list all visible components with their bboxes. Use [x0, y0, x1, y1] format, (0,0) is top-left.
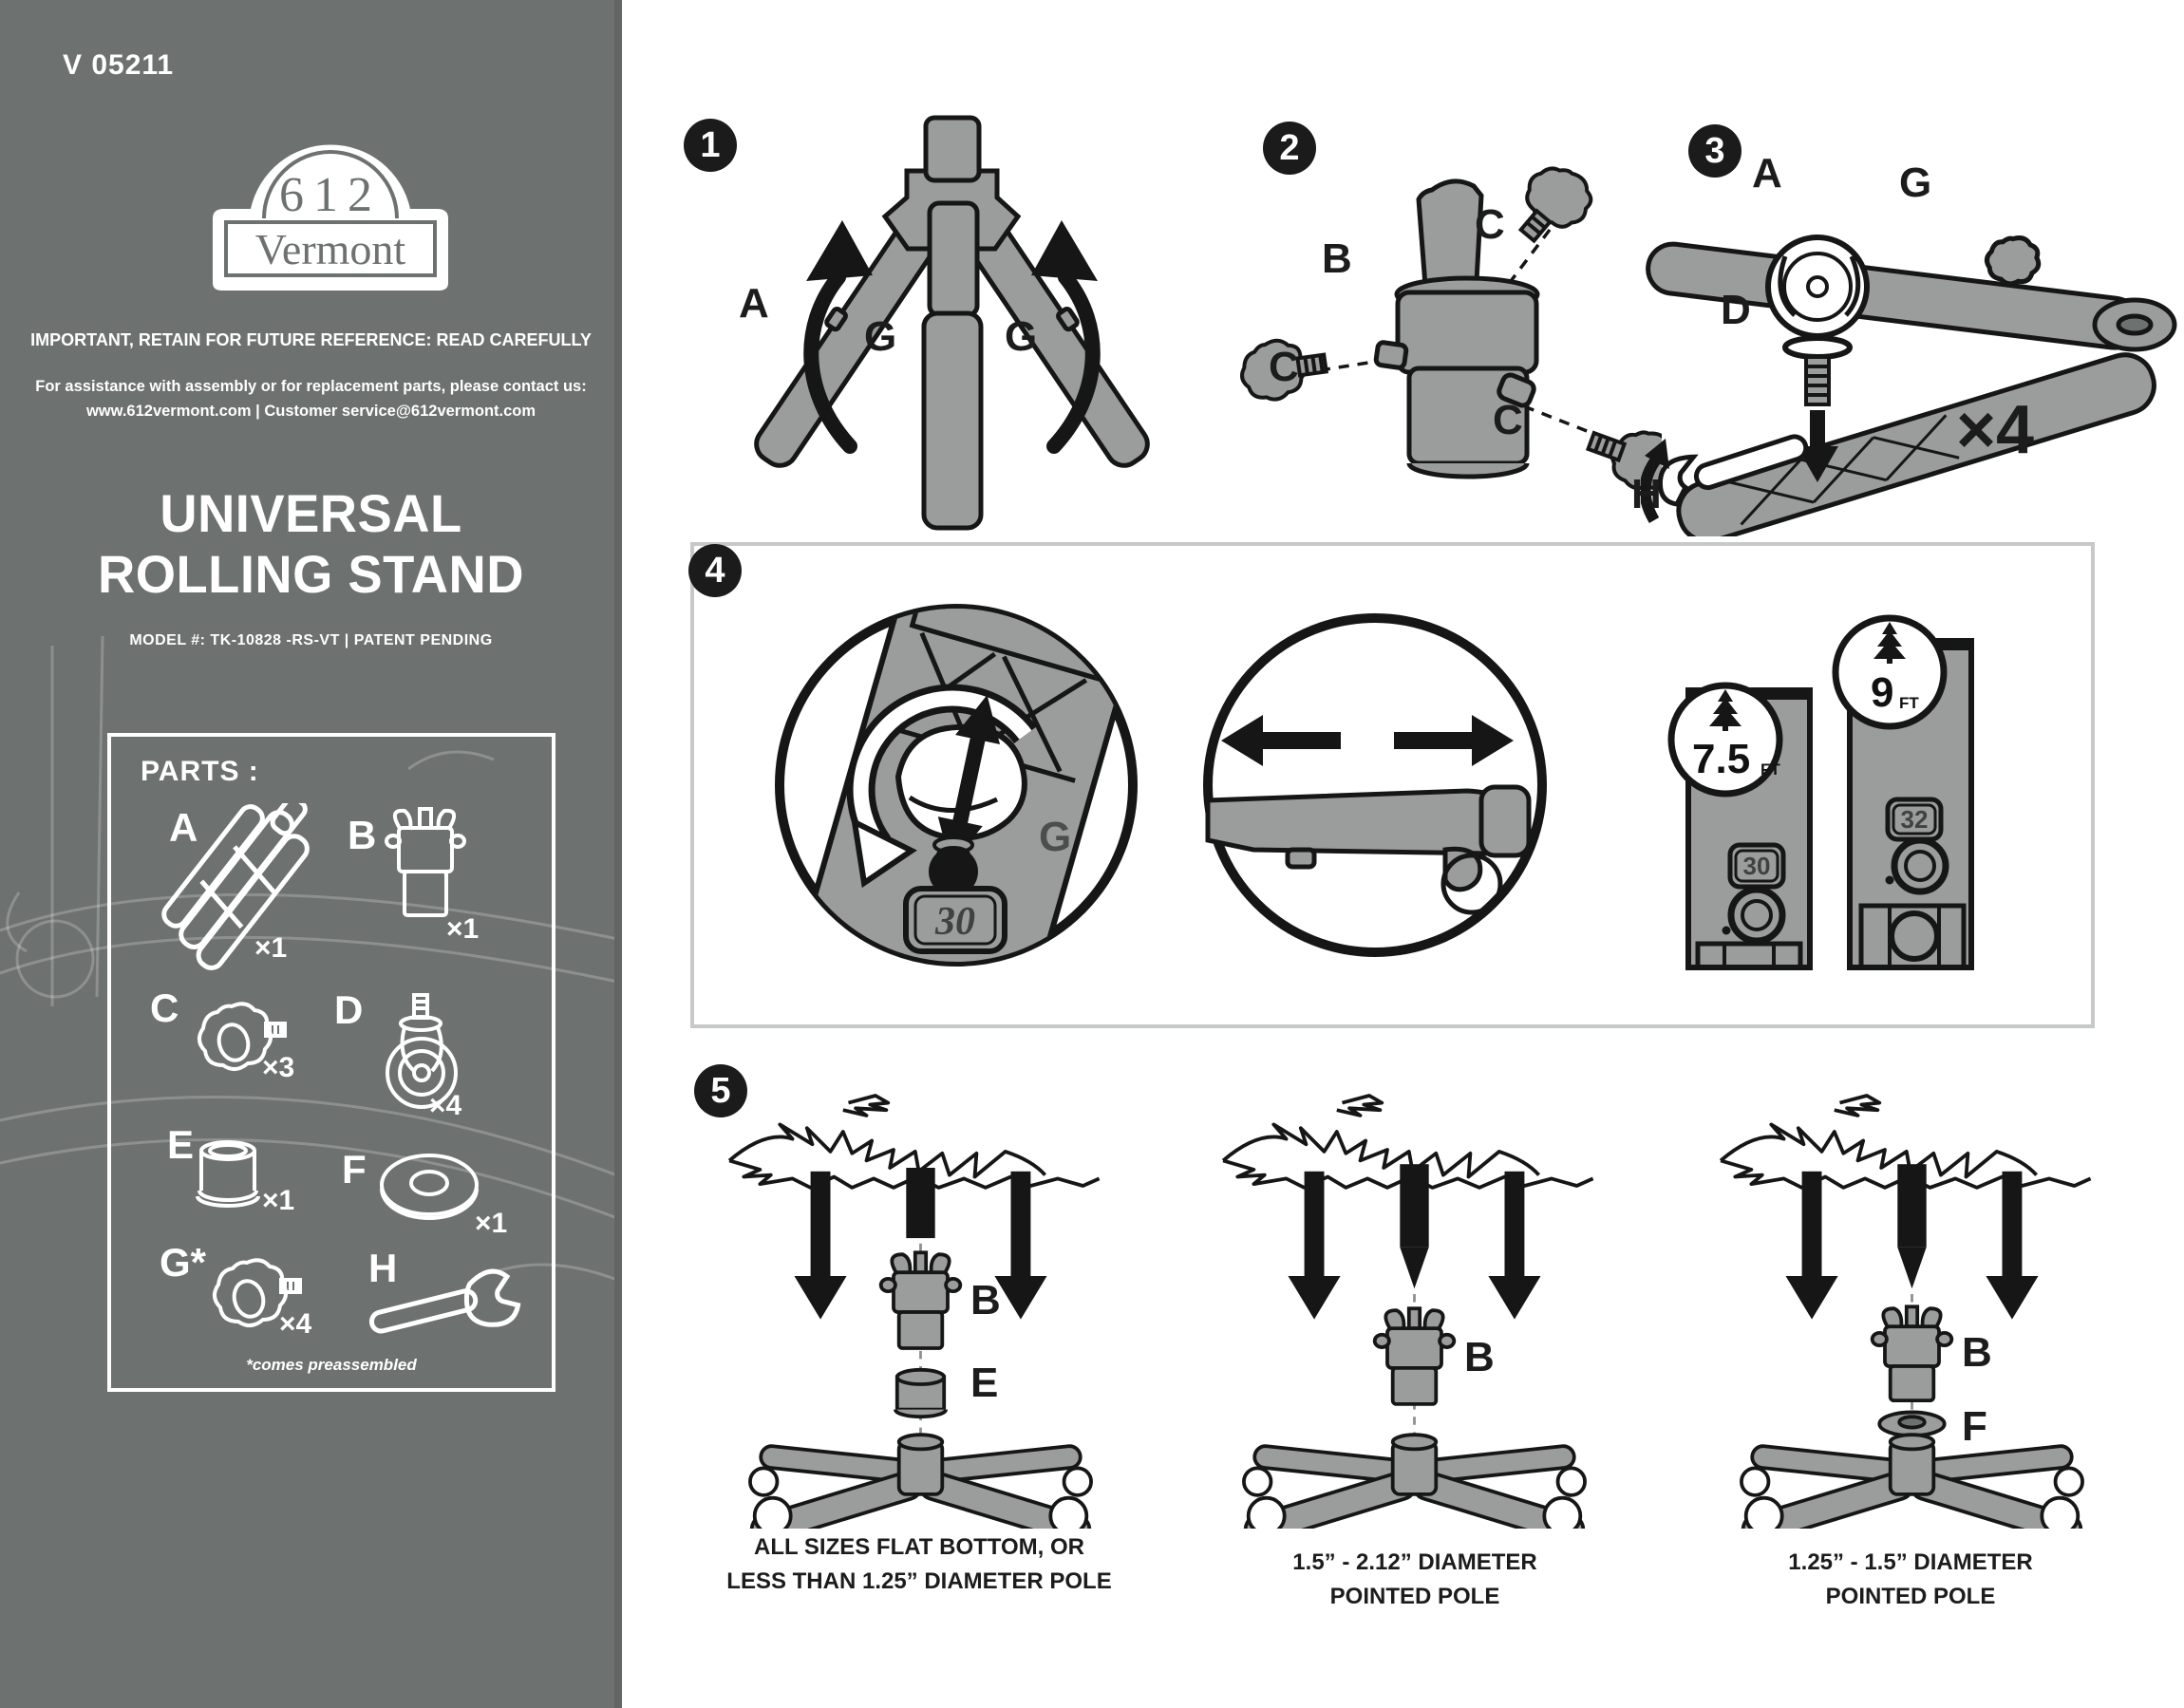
- step1-badge: 1: [684, 119, 737, 172]
- part-f-washer-icon: [372, 1147, 486, 1229]
- step2-label-c3: C: [1493, 397, 1523, 443]
- step2-collar-knobs-illustration: [1225, 133, 1662, 508]
- step4-knob-detail-circle: [767, 596, 1145, 974]
- step3-caster-leg-illustration: [1641, 161, 2182, 536]
- part-b-letter: B: [348, 813, 377, 857]
- step3-badge: 3: [1688, 124, 1742, 178]
- step4-pole-height-columns: [1650, 610, 2059, 1008]
- step5-d2-caption: 1.5” - 2.12” DIAMETER POINTED POLE: [1292, 1549, 1537, 1609]
- part-d-count: ×4: [429, 1090, 462, 1121]
- part-g-letter: G*: [160, 1240, 207, 1285]
- part-c-letter: C: [150, 985, 179, 1030]
- part-e-letter: E: [167, 1122, 195, 1167]
- part-f-count: ×1: [475, 1208, 508, 1239]
- contact-details: www.612vermont.com | Customer service@612vermont.com: [85, 403, 537, 420]
- product-title-line1: UNIVERSAL: [160, 483, 462, 543]
- step3-label-g: G: [1899, 160, 1932, 206]
- part-b-collar-icon: [380, 803, 470, 922]
- model-patent-line: MODEL #: TK-10828 -RS-VT | PATENT PENDING: [129, 632, 493, 648]
- part-e-count: ×1: [262, 1185, 295, 1216]
- step5-d1-caption: ALL SIZES FLAT BOTTOM, OR LESS THAN 1.25” DIAMETER POLE: [726, 1534, 1112, 1594]
- part-h-wrench-icon: [361, 1255, 522, 1345]
- step5-d1-label-b: B: [970, 1277, 1001, 1323]
- step2-label-c1: C: [1475, 201, 1505, 248]
- part-a-count: ×1: [254, 932, 288, 964]
- step4-plate-30: 30: [935, 900, 975, 944]
- part-e-sleeve-icon: [192, 1137, 264, 1211]
- part-d-letter: D: [334, 987, 364, 1032]
- height-9: 9: [1871, 669, 1894, 716]
- height-9-unit: FT: [1899, 694, 1919, 712]
- height-7-5-unit: FT: [1760, 760, 1780, 779]
- product-title-line2: ROLLING STAND: [98, 544, 524, 604]
- step5-d3-caption: 1.25” - 1.5” DIAMETER POINTED POLE: [1788, 1549, 2033, 1609]
- part-a-letter: A: [169, 805, 198, 850]
- col2-plate-32: 32: [1900, 805, 1929, 834]
- part-f-letter: F: [342, 1147, 367, 1192]
- step2-badge: 2: [1263, 122, 1316, 175]
- sidebar-edge: [614, 0, 622, 1708]
- step5-d2-label-b: B: [1464, 1334, 1495, 1380]
- step5-d3-label-b: B: [1962, 1329, 1992, 1376]
- step4-label-g: G: [1039, 814, 1072, 860]
- step2-label-b: B: [1322, 235, 1352, 282]
- step1-label-a: A: [739, 280, 769, 327]
- height-7-5: 7.5: [1692, 736, 1751, 782]
- step1-label-g2: G: [1005, 313, 1038, 360]
- step5-diagram-flat-bottom: [705, 1078, 1137, 1529]
- part-c-count: ×3: [262, 1052, 295, 1083]
- brand-logo: [201, 131, 460, 291]
- step5-diagram-pointed-pole-washer: [1696, 1078, 2128, 1529]
- sidebar: [0, 0, 622, 1708]
- part-b-count: ×1: [446, 913, 480, 945]
- part-g-count: ×4: [279, 1308, 312, 1340]
- step3-label-a: A: [1752, 150, 1782, 197]
- step1-unfold-legs-illustration: [707, 112, 1196, 539]
- logo-number: 612: [279, 168, 382, 222]
- logo-name: Vermont: [254, 225, 406, 273]
- step5-d3-label-f: F: [1962, 1403, 1987, 1450]
- part-a-folded-legs-icon: [160, 803, 321, 984]
- important-notice: IMPORTANT, RETAIN FOR FUTURE REFERENCE: READ CAREFULLY: [30, 330, 592, 349]
- parts-header: PARTS :: [141, 756, 259, 787]
- step2-label-c2: C: [1269, 344, 1299, 390]
- step3-label-h: H: [1631, 471, 1662, 517]
- step5-diagram-pointed-pole: [1198, 1078, 1630, 1529]
- step5-d1-label-e: E: [970, 1360, 999, 1406]
- col1-plate-30: 30: [1742, 852, 1771, 880]
- version-number: V 05211: [63, 49, 175, 81]
- step5-badge: 5: [694, 1064, 747, 1117]
- part-h-letter: H: [368, 1246, 398, 1290]
- step3-label-d: D: [1721, 287, 1751, 333]
- step1-label-g1: G: [864, 313, 897, 360]
- parts-footnote: *comes preassembled: [246, 1356, 417, 1374]
- contact-intro: For assistance with assembly or for replacement parts, please contact us:: [35, 378, 587, 395]
- step4-badge: 4: [688, 544, 742, 597]
- step3-multiplier: ×4: [1956, 392, 2035, 468]
- step4-slide-leg-circle: [1196, 610, 1553, 960]
